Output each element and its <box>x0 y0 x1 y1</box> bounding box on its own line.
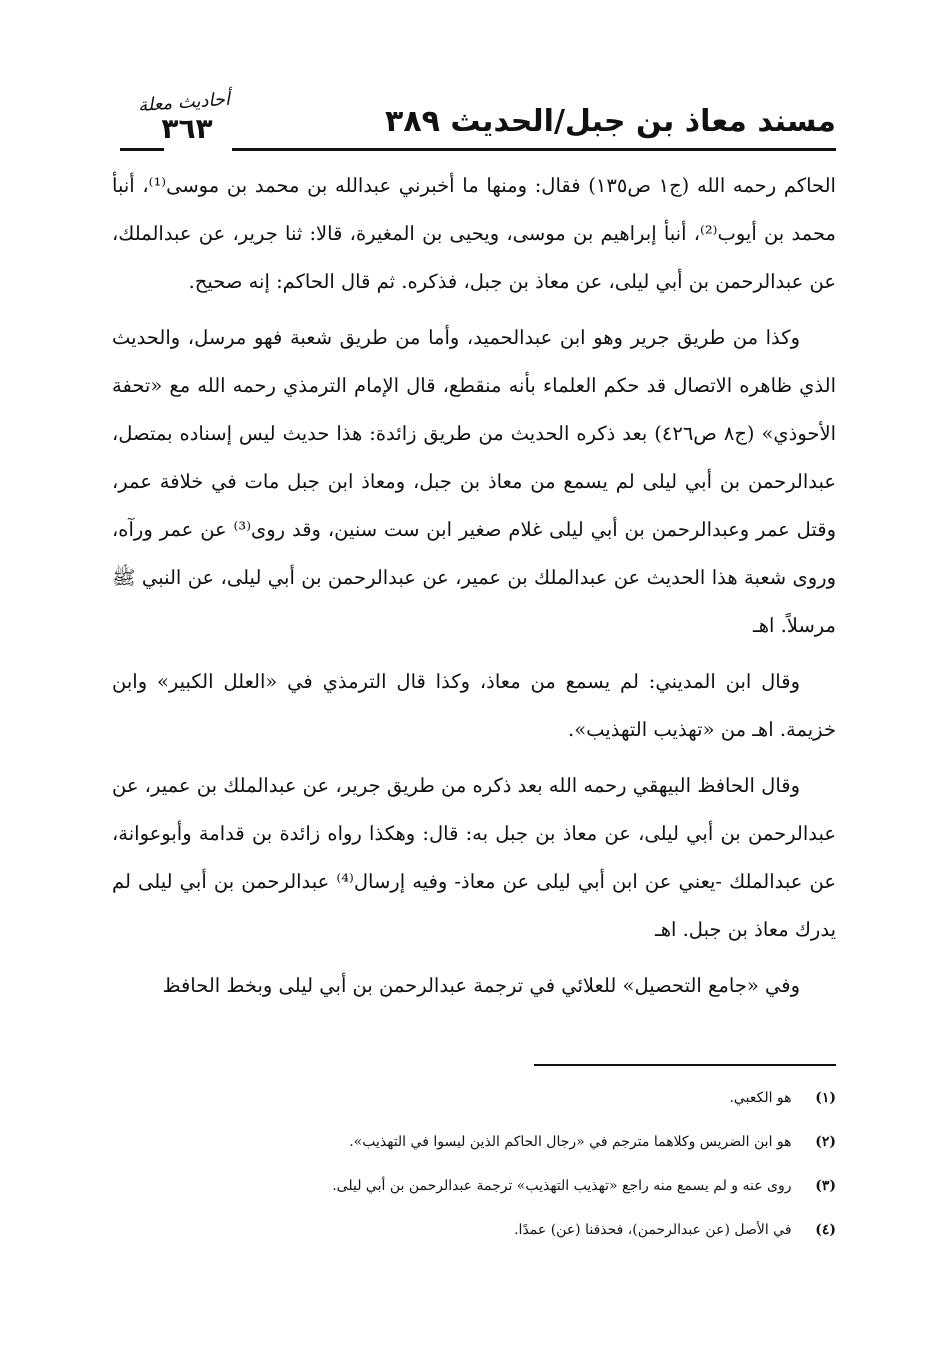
page-header <box>112 88 836 152</box>
footnote-text: روى عنه و لم يسمع منه راجع «تهذيب التهذيب» ترجمة عبدالرحمن بن أبي ليلى. <box>332 1178 792 1194</box>
page-number: ٣٦٣ <box>161 112 213 145</box>
footnote-number: (٣) <box>815 1178 836 1194</box>
footnote-1 <box>112 1078 836 1122</box>
footnote-text: في الأصل (عن عبدالرحمن)، فحذفنا (عن) عمدًا. <box>514 1222 792 1238</box>
footnote-number: (٢) <box>815 1134 836 1150</box>
paragraph-4: وقال الحافظ البيهقي رحمه الله بعد ذكره من طريق جرير، عن عبدالملك بن عمير، عن عبدالرحمن بن أبي ليلى، عن معاذ بن جبل به: قال: وهكذا رواه زائدة بن قدامة وأبوعوانة، عن عبدالملك -يعني عن ابن أبي ليلى عن معاذ- وفيه إرسال⁽⁴⁾ عبدالرحمن بن أبي ليلى لم يدرك معاذ بن جبل. اهـ <box>112 774 836 941</box>
page-number-block <box>112 88 242 152</box>
paragraph-3: وقال ابن المديني: لم يسمع من معاذ، وكذا قال الترمذي في «العلل الكبير» وابن خزيمة. اهـ من «تهذيب التهذيب». <box>112 670 836 741</box>
footnote-separator <box>534 1064 836 1066</box>
page-number-rule <box>120 148 164 151</box>
header-rule <box>232 148 836 151</box>
header-title: مسند معاذ بن جبل/الحديث ٣٨٩ <box>385 104 836 139</box>
footnote-number: (٤) <box>815 1222 836 1238</box>
paragraph-2: وكذا من طريق جرير وهو ابن عبدالحميد، وأما من طريق شعبة فهو مرسل، والحديث الذي ظاهره الاتصال قد حكم العلماء بأنه منقطع، قال الإمام الترمذي رحمه الله مع «تحفة الأحوذي» (ج٨ ص٤٢٦) بعد ذكره الحديث من طريق زائدة: هذا حديث ليس إسناده بمتصل، عبدالرحمن بن أبي ليلى لم يسمع من معاذ بن جبل، ومعاذ ابن جبل مات في خلافة عمر، وقتل عمر وعبدالرحمن بن أبي ليلى غلام صغير ابن ست سنين، وقد روى⁽³⁾ عن عمر ورآه، وروى شعبة هذا الحديث عن عبدالملك بن عمير، عن عبدالرحمن بن أبي ليلى، عن النبي ﷺ مرسلاً. اهـ <box>112 326 837 637</box>
footnote-text: هو ابن الضريس وكلاهما مترجم في «رجال الحاكم الذين ليسوا في التهذيب». <box>349 1134 792 1150</box>
footnote-number: (١) <box>815 1090 836 1106</box>
footnote-3 <box>112 1166 836 1210</box>
paragraph-5: وفي «جامع التحصيل» للعلائي في ترجمة عبدالرحمن بن أبي ليلى وبخط الحافظ <box>162 974 800 997</box>
footnote-text: هو الكعبي. <box>729 1090 792 1106</box>
handwritten-note: أحاديث معلة <box>137 88 231 117</box>
body-text <box>112 162 836 1018</box>
footnote-4 <box>112 1210 836 1254</box>
footnotes <box>112 1078 836 1254</box>
paragraph-1: الحاكم رحمه الله (ج١ ص١٣٥) فقال: ومنها ما أخبرني عبدالله بن محمد بن موسى⁽¹⁾، أنبأ محمد بن أيوب⁽²⁾، أنبأ إبراهيم بن موسى، ويحيى بن المغيرة، قالا: ثنا جرير، عن عبدالملك، عن عبدالرحمن بن أبي ليلى، عن معاذ بن جبل، فذكره. ثم قال الحاكم: إنه صحيح. <box>112 174 836 293</box>
footnote-2 <box>112 1122 836 1166</box>
